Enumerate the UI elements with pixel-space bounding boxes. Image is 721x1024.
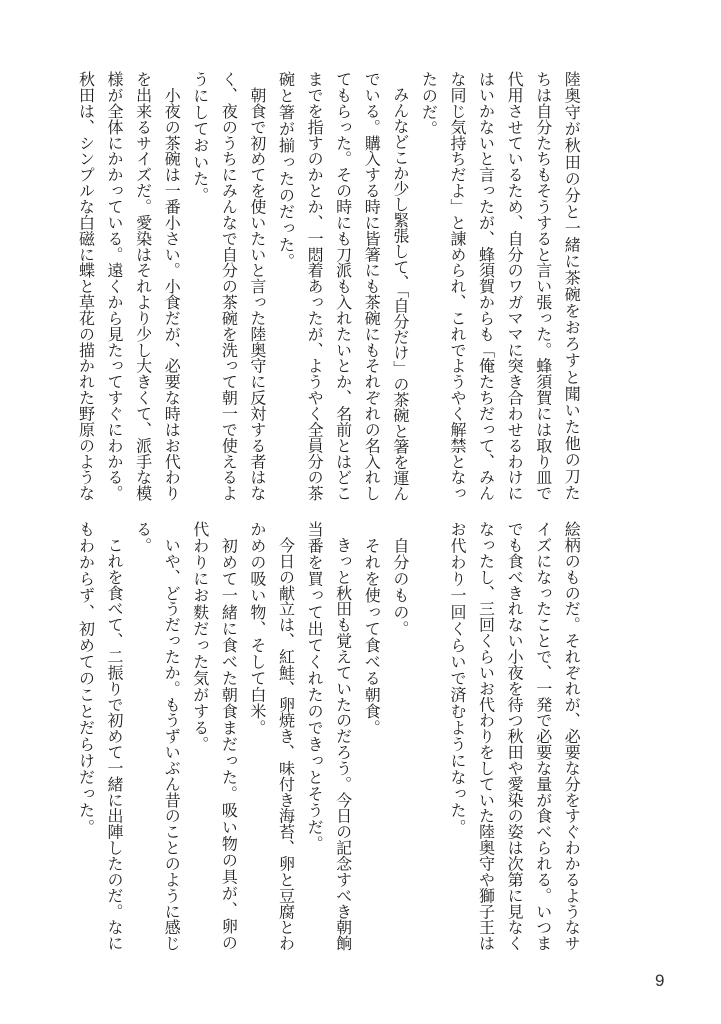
text-column: く、夜のうちにみんなで自分の茶碗を洗って朝一で使えるよ bbox=[219, 71, 239, 502]
text-column: それを使って食べる朝食。 bbox=[362, 521, 382, 736]
text-column: までを指すのかとか、一悶着あったが、ようやく全員分の茶 bbox=[305, 71, 325, 502]
text-column: もわからず、初めてのことだらけだった。 bbox=[76, 521, 96, 836]
text-column: 代用させているため、自分のワガママに突き合わせるわけに bbox=[505, 71, 525, 502]
text-column: てもらった。その時にも刀派も入れたいとか、名前とはどこ bbox=[333, 71, 353, 502]
lower-text-block bbox=[71, 521, 586, 951]
text-column: イズになったことで、一発で必要な量が食べられる。いつま bbox=[533, 521, 553, 952]
text-column: なったし、三回くらいお代わりをしていた陸奥守や獅子王は bbox=[476, 521, 496, 952]
text-column: 自分のもの。 bbox=[390, 521, 410, 637]
text-column: きっと秋田も覚えていたのだろう。今日の記念すべき朝餉 bbox=[333, 521, 353, 952]
text-column: を出来るサイズだ。愛染はそれより少し大きくて、派手な模 bbox=[133, 71, 153, 502]
text-column: うにしておいた。 bbox=[190, 71, 210, 204]
text-column: 碗と箸が揃ったのだった。 bbox=[276, 71, 296, 270]
text-column: いや、どうだったか。もうずいぶん昔のことのように感じ bbox=[162, 521, 182, 952]
text-column: 陸奥守が秋田の分と一緒に茶碗をおろすと聞いた他の刀た bbox=[562, 71, 582, 501]
text-column: る。 bbox=[133, 521, 153, 555]
text-column: 絵柄のものだ。それぞれが、必要な分をすぐわかるようなサ bbox=[562, 521, 582, 952]
text-column: 初めて一緒に食べた朝食まだった。吸い物の具が、卵の bbox=[219, 521, 239, 951]
text-column: これを食べて、二振りで初めて一緒に出陣したのだ。なに bbox=[105, 521, 125, 952]
text-column: みんなどこか少し緊張して、「自分だけ」の茶碗と箸を運ん bbox=[390, 71, 410, 502]
text-column: かめの吸い物、そして白米。 bbox=[247, 521, 267, 736]
text-column: ちは自分たちもそうすると言い張った。蜂須賀には取り皿で bbox=[533, 71, 553, 502]
text-column: はいかないと言ったが、蜂須賀からも「俺たちだって、みん bbox=[476, 71, 496, 502]
text-column: たのだ。 bbox=[419, 71, 439, 138]
text-column: でいる。購入する時に皆箸にも茶碗にもそれぞれの名入れし bbox=[362, 71, 382, 502]
upper-text-block bbox=[71, 71, 586, 501]
text-column: 小夜の茶碗は一番小さい。小食だが、必要な時はお代わり bbox=[162, 71, 182, 502]
text-column: でも食べきれない小夜を待つ秋田や愛染の姿は次第に見なく bbox=[505, 521, 525, 952]
text-column: 朝食で初めてを使いたいと言った陸奥守に反対する者はな bbox=[247, 71, 267, 502]
text-column: 今日の献立は、紅鮭、卵焼き、味付き海苔、卵と豆腐とわ bbox=[276, 521, 296, 952]
text-column: お代わり一回くらいで済むようになった。 bbox=[447, 521, 467, 836]
text-column: 秋田は、シンプルな白磁に蝶と草花の描かれた野原のような bbox=[76, 71, 96, 502]
text-column: 様が全体にかかっている。遠くから見たってすぐにわかる。 bbox=[105, 71, 125, 502]
page-number: 9 bbox=[655, 971, 665, 990]
text-column: 当番を買って出てくれたのできっとそうだ。 bbox=[305, 521, 325, 852]
text-column: 代わりにお麩だった気がする。 bbox=[190, 521, 210, 753]
blank-column bbox=[414, 521, 443, 951]
text-column: な同じ気持ちだよ」と諌められ、これでようやく解禁となっ bbox=[447, 71, 467, 502]
